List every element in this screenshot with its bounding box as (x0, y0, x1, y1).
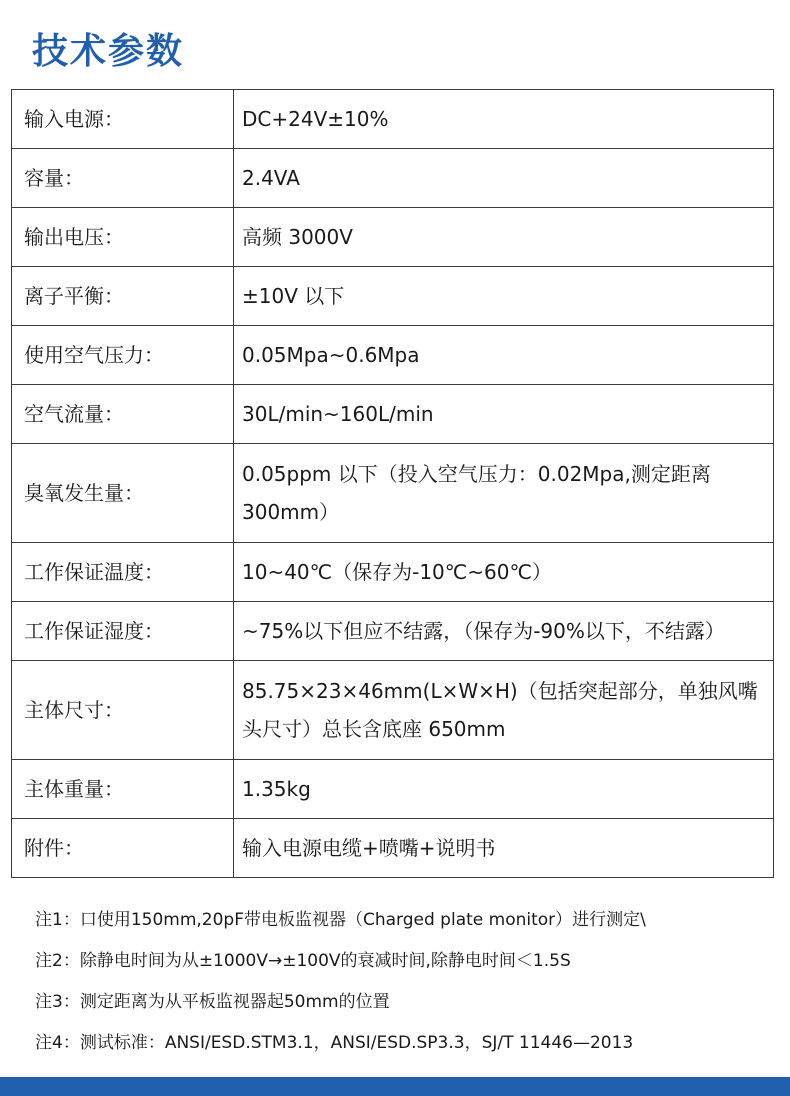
spec-value: 30L/min~160L/min (234, 385, 774, 444)
spec-value: 2.4VA (234, 149, 774, 208)
spec-row-air-pressure (12, 326, 774, 385)
spec-value: DC+24V±10% (234, 90, 774, 149)
spec-label: 臭氧发生量： (12, 444, 234, 543)
spec-row-input-power (12, 90, 774, 149)
notes-section (35, 900, 775, 1064)
note-2: 注2：除静电时间为从±1000V→±100V的衰减时间,除静电时间＜1.5S (35, 951, 571, 971)
note-3: 注3：测定距离为从平板监视器起50mm的位置 (35, 992, 390, 1012)
spec-label: 离子平衡： (12, 267, 234, 326)
spec-value: 高频 3000V (234, 208, 774, 267)
spec-table (11, 89, 774, 878)
spec-label: 工作保证温度： (12, 543, 234, 602)
spec-row-ozone (12, 444, 774, 543)
note-4: 注4：测试标准：ANSI/ESD.STM3.1，ANSI/ESD.SP3.3，SJ/T 11446—2013 (35, 1033, 634, 1053)
spec-row-operating-humidity (12, 602, 774, 661)
spec-row-air-flow (12, 385, 774, 444)
page-title: 技术参数 (32, 31, 185, 72)
spec-label: 主体尺寸： (12, 661, 234, 760)
spec-label: 附件： (12, 819, 234, 878)
spec-row-capacity (12, 149, 774, 208)
spec-label: 输入电源： (12, 90, 234, 149)
spec-value: 1.35kg (234, 760, 774, 819)
spec-row-operating-temperature (12, 543, 774, 602)
spec-value: ~75%以下但应不结露，（保存为-90%以下，不结露） (234, 602, 774, 661)
spec-label: 使用空气压力： (12, 326, 234, 385)
spec-row-accessories (12, 819, 774, 878)
spec-value: 输入电源电缆+喷嘴+说明书 (234, 819, 774, 878)
spec-label: 输出电压： (12, 208, 234, 267)
spec-row-output-voltage (12, 208, 774, 267)
spec-value: ±10V 以下 (234, 267, 774, 326)
spec-value: 0.05ppm 以下（投入空气压力：0.02Mpa,测定距离300mm） (234, 444, 774, 543)
spec-value: 85.75×23×46mm(L×W×H)（包括突起部分，单独风嘴头尺寸）总长含底座 650mm (234, 661, 774, 760)
bottom-accent-bar (0, 1077, 790, 1096)
spec-label: 主体重量： (12, 760, 234, 819)
spec-row-dimensions (12, 661, 774, 760)
spec-label: 容量： (12, 149, 234, 208)
spec-label: 空气流量： (12, 385, 234, 444)
spec-row-weight (12, 760, 774, 819)
spec-value: 0.05Mpa~0.6Mpa (234, 326, 774, 385)
spec-value: 10~40℃（保存为-10℃~60℃） (234, 543, 774, 602)
spec-label: 工作保证湿度： (12, 602, 234, 661)
spec-row-ion-balance (12, 267, 774, 326)
note-1: 注1：口使用150mm,20pF带电板监视器（Charged plate monitor）进行测定\ (35, 910, 646, 930)
